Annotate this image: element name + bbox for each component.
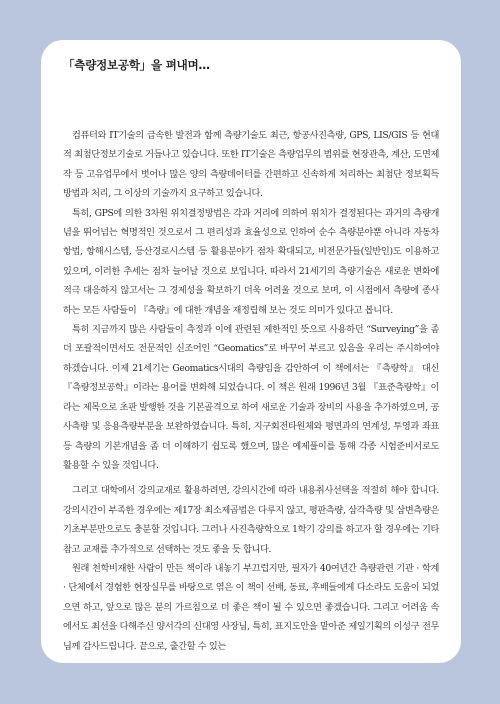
preface-body <box>63 126 439 656</box>
paragraph-5: 원래 천학비재한 사람이 만든 책이라 내놓기 부끄럽지만, 필자가 40여년간 측량관련 기관 · 학계 · 단체에서 경험한 현장실무를 바탕으로 엮은 이 책이 선배, 동료, 후배들에게 다소라도 도움이 되었으면 하고, 앞으로 많은 분의 가르침으로 더 좋은 책이 될 수 있으면 좋겠습니다. 그리고 어려움 속에서도 최선을 다해주신 양서각의 신대영 사장님, 특히, 표지도안을 맡아준 제일기획의 이성구 전무님께 감사드립니다. 끝으로, 출간할 수 있는 <box>63 562 439 652</box>
paragraph-4: 그리고 대학에서 강의교재로 활용하려면, 강의시간에 따라 내용취사선택을 적절히 해야 합니다. 강의시간이 부족한 경우에는 제17장 최소제곱법은 다루지 않고, 평판측량, 삼각측량 및 삼변측량은 기초부분만으로도 충분할 것입니다. 그러나 사진측량학으로 1학기 강의를 하고자 할 경우에는 기타 참고 교재를 추가적으로 선택하는 것도 좋을 듯 합니다. <box>63 485 439 555</box>
paragraph-2: 특히, GPS에 의한 3차원 위치결정방법은 각과 거리에 의하여 위치가 결정된다는 과거의 측량개념을 뛰어넘는 혁명적인 것으로서 그 편리성과 효율성으로 인하여 순수 측량분야뿐 아니라 자동차항법, 항해시스템, 등산경로시스템 등 활용분야가 점차 확대되고, 비전문가들(일반인)도 이용하고 있으며, 이러한 추세는 점차 늘어날 것으로 보입니다. 따라서 21세기의 측량기술은 새로운 변화에 적극 대응하지 않고서는 그 경제성을 확보하기 더욱 어려울 것으로 보며, 이 시점에서 측량에 종사하는 모든 사람들이 『측량』에 대한 개념을 재정립해 보는 것도 의미가 있다고 봅니다. <box>63 207 439 316</box>
paragraph-1: 컴퓨터와 IT기술의 급속한 발전과 함께 측량기술도 최근, 항공사진측량, GPS, LIS/GIS 등 현대적 최첨단정보기술로 거듭나고 있습니다. 또한 IT기술은 측량업무의 범위를 현장관측, 계산, 도면제작 등 고유업무에서 벗어나 많은 양의 측량데이터를 간편하고 신속하게 처리하는 최첨단 정보획득방법과 처리, 그 이상의 기술까지 요구하고 있습니다. <box>63 130 439 200</box>
preface-heading: 「측량정보공학」을 펴내며… <box>63 58 210 72</box>
document-page <box>41 40 461 663</box>
paragraph-3: 특히 지금까지 많은 사람들이 측정과 이에 관련된 제한적인 뜻으로 사용하던 “Surveying”을 좀더 포괄적이면서도 전문적인 신조어인 “Geomatics”로 바꾸어 부르고 있음을 우리는 주시하여야 하겠습니다. 이제 21세기는 Geomatics시대의 측량임을 감안하여 이 책에서는 『측량학』 대신 『측량정보공학』이라는 용어를 변화해 되었습니다. 이 책은 원래 1996년 3월 『표준측량학』이라는 제목으로 초판 발행한 것을 기본골격으로 하여 새로운 기술과 장비의 사용을 추가하였으며, 공사측량 및 응용측량부분을 보완하였습니다. 특히, 지구회전타원체와 평면과의 연계성, 투영과 좌표 등 측량의 기본개념을 좀 더 이해하기 쉽도록 했으며, 많은 예제풀이를 통해 각종 시험준비서로도 활용할 수 있을 것입니다. <box>63 324 439 471</box>
